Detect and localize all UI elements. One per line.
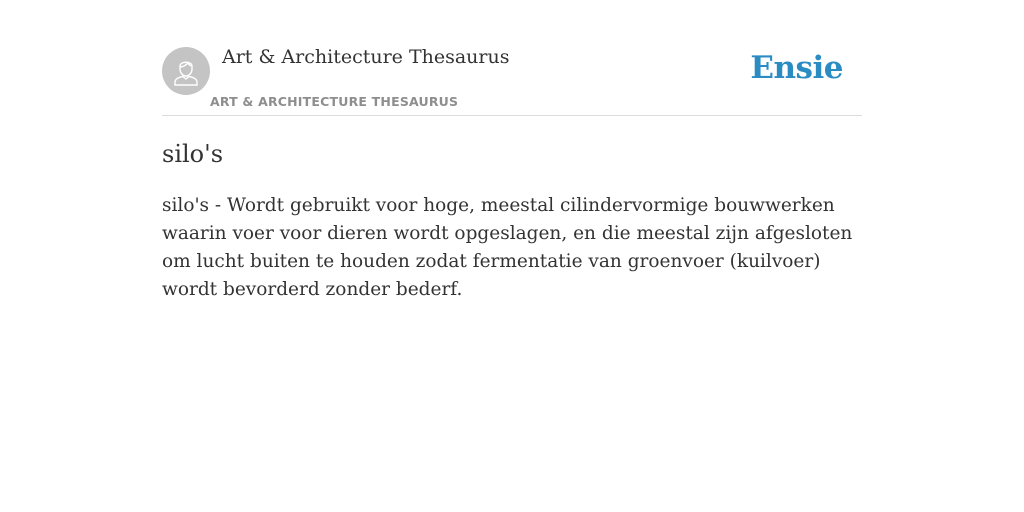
header <box>162 0 862 116</box>
avatar[interactable] <box>162 47 210 95</box>
ensie-logo[interactable]: Ensie <box>750 50 843 86</box>
entry-term: silo's <box>162 140 224 168</box>
page-container <box>162 0 862 300</box>
source-label[interactable]: ART & ARCHITECTURE THESAURUS <box>210 94 459 109</box>
author-name[interactable]: Art & Architecture Thesaurus <box>222 46 510 68</box>
entry-definition: silo's - Wordt gebruikt voor hoge, meestal cilindervormige bouwwerken waarin voer voor dieren wordt opgeslagen, en die meestal zijn afgesloten om lucht buiten te houden zodat fermentatie van groenvoer (kuilvoer) wordt bevorderd zonder bederf. <box>162 195 853 300</box>
user-avatar-icon <box>171 56 201 86</box>
